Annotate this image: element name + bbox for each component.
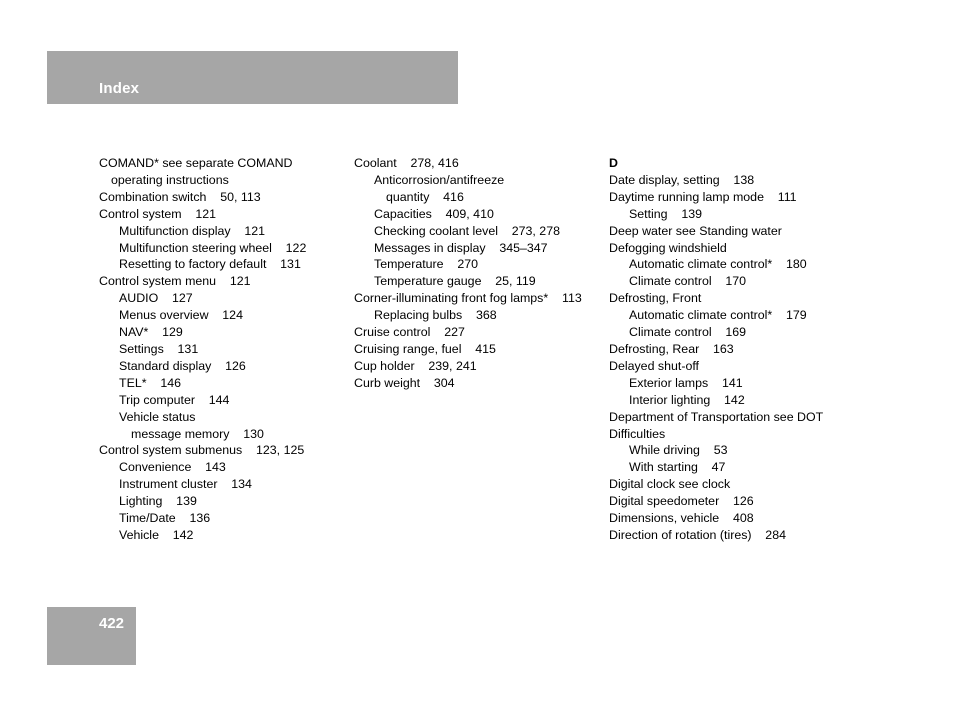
index-entry: Multifunction display 121 xyxy=(119,223,266,238)
index-column-1 xyxy=(99,155,306,544)
index-entry: Digital speedometer 126 xyxy=(609,494,754,509)
page-number-tab xyxy=(47,607,136,665)
index-entry: Resetting to factory default 131 xyxy=(119,257,301,272)
index-entry: TEL* 146 xyxy=(119,375,181,390)
index-entry: Daytime running lamp mode 111 xyxy=(609,189,797,204)
index-entry: Defrosting, Rear 163 xyxy=(609,341,734,356)
index-entry: Automatic climate control* 179 xyxy=(629,308,807,323)
index-entry: Dimensions, vehicle 408 xyxy=(609,511,754,526)
index-entry: NAV* 129 xyxy=(119,325,183,340)
index-entry: Lighting 139 xyxy=(119,494,197,509)
index-column-3 xyxy=(609,155,823,544)
index-entry: Setting 139 xyxy=(629,206,703,221)
index-entry: With starting 47 xyxy=(629,460,726,475)
index-entry: Vehicle 142 xyxy=(119,527,194,542)
index-entry: Corner-illuminating front fog lamps* 113 xyxy=(354,291,582,306)
index-entry: Cup holder 239, 241 xyxy=(354,358,477,373)
index-entry: Instrument cluster 134 xyxy=(119,477,252,492)
index-entry: Defogging windshield xyxy=(609,240,727,255)
index-entry: AUDIO 127 xyxy=(119,291,193,306)
index-entry: Replacing bulbs 368 xyxy=(374,308,497,323)
index-entry: Menus overview 124 xyxy=(119,308,243,323)
page-title: Index xyxy=(99,80,140,97)
index-entry: Standard display 126 xyxy=(119,358,246,373)
index-entry: Coolant 278, 416 xyxy=(354,156,459,170)
index-entry: Cruise control 227 xyxy=(354,325,465,340)
index-entry: quantity 416 xyxy=(386,189,464,204)
index-entry: Anticorrosion/antifreeze xyxy=(374,172,505,187)
index-entry: Trip computer 144 xyxy=(119,392,230,407)
header-tab xyxy=(47,51,458,104)
page-number: 422 xyxy=(99,615,125,632)
index-column-2 xyxy=(354,155,582,392)
index-entry: COMAND* see separate COMAND xyxy=(99,156,293,170)
index-letter-heading: D xyxy=(609,156,618,170)
index-entry: Automatic climate control* 180 xyxy=(629,257,807,272)
index-entry: Department of Transportation see DOT xyxy=(609,409,824,424)
index-entry: Defrosting, Front xyxy=(609,291,702,306)
index-entry: Control system menu 121 xyxy=(99,274,251,289)
index-entry: Exterior lamps 141 xyxy=(629,375,743,390)
index-entry: Combination switch 50, 113 xyxy=(99,189,261,204)
index-entry: Direction of rotation (tires) 284 xyxy=(609,527,786,542)
index-entry: Control system 121 xyxy=(99,206,217,221)
index-entry: Date display, setting 138 xyxy=(609,172,755,187)
index-entry: Digital clock see clock xyxy=(609,477,731,492)
index-entry: Checking coolant level 273, 278 xyxy=(374,223,560,238)
index-entry: Interior lighting 142 xyxy=(629,392,745,407)
index-entry: Vehicle status xyxy=(119,409,196,424)
index-entry: Time/Date 136 xyxy=(119,511,211,526)
index-entry: message memory 130 xyxy=(131,426,264,441)
index-entry: Temperature gauge 25, 119 xyxy=(374,274,536,289)
index-entry: Climate control 170 xyxy=(629,274,747,289)
index-entry: Delayed shut-off xyxy=(609,358,700,373)
index-entry: Convenience 143 xyxy=(119,460,226,475)
index-entry: Deep water see Standing water xyxy=(609,223,782,238)
index-entry: Settings 131 xyxy=(119,341,199,356)
index-entry: Difficulties xyxy=(609,426,666,441)
index-entry: Messages in display 345–347 xyxy=(374,240,548,255)
index-entry: Control system submenus 123, 125 xyxy=(99,443,305,458)
index-entry: operating instructions xyxy=(111,172,229,187)
index-entry: Cruising range, fuel 415 xyxy=(354,341,496,356)
index-entry: Temperature 270 xyxy=(374,257,479,272)
index-entry: Capacities 409, 410 xyxy=(374,206,494,221)
index-entry: Climate control 169 xyxy=(629,325,747,340)
index-entry: While driving 53 xyxy=(629,443,728,458)
index-entry: Multifunction steering wheel 122 xyxy=(119,240,307,255)
index-entry: Curb weight 304 xyxy=(354,375,455,390)
